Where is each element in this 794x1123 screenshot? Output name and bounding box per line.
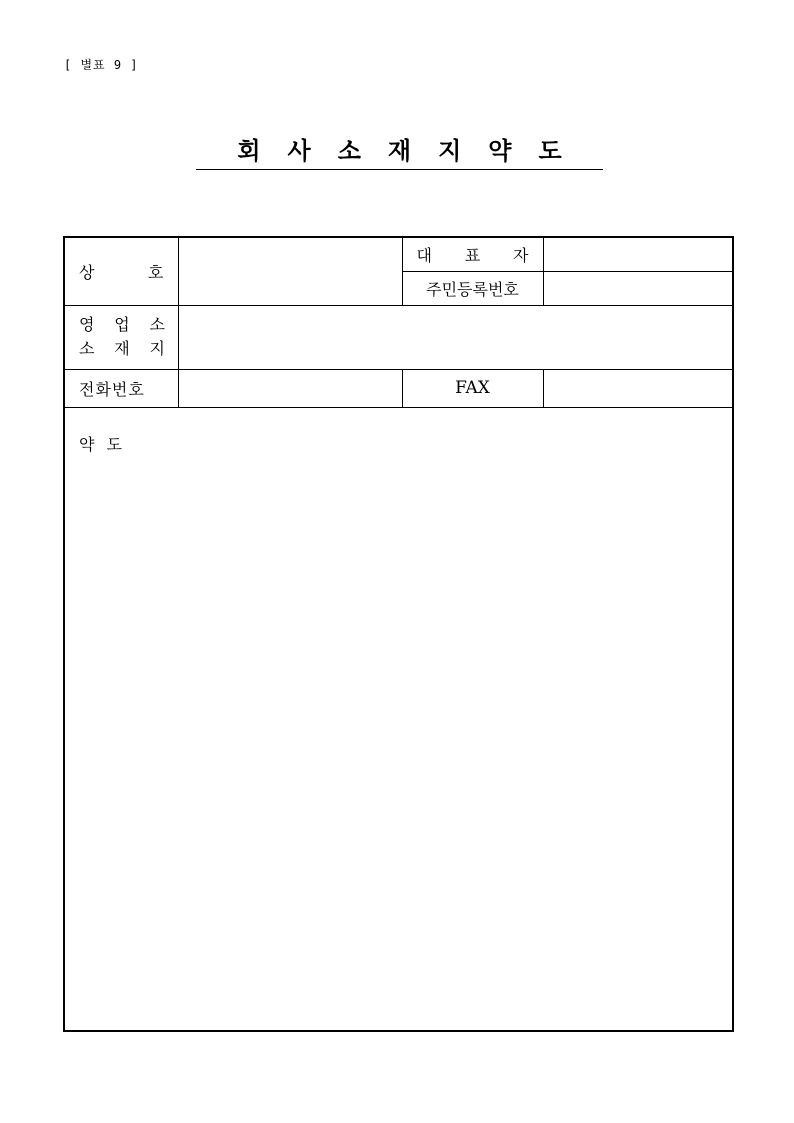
form-number-label: [ 별표 9 ] — [64, 58, 139, 72]
sketch-area[interactable] — [64, 407, 733, 1031]
company-location-form — [63, 236, 734, 1032]
representative-label: 대 표 자 — [402, 237, 543, 271]
fax-field[interactable] — [543, 369, 733, 407]
trade-name-label: 상 호 — [64, 237, 178, 305]
phone-label: 전화번호 — [64, 369, 178, 407]
resident-number-field[interactable] — [543, 271, 733, 305]
document-title: 회사소재지약도 — [196, 136, 603, 170]
office-location-label: 영 업 소 소 재 지 — [64, 305, 178, 369]
resident-number-label: 주민등록번호 — [402, 271, 543, 305]
trade-name-field[interactable] — [178, 237, 402, 305]
office-location-field[interactable] — [178, 305, 733, 369]
fax-label: FAX — [402, 369, 543, 407]
sketch-label: 약도 — [79, 434, 134, 454]
phone-field[interactable] — [178, 369, 402, 407]
representative-field[interactable] — [543, 237, 733, 271]
